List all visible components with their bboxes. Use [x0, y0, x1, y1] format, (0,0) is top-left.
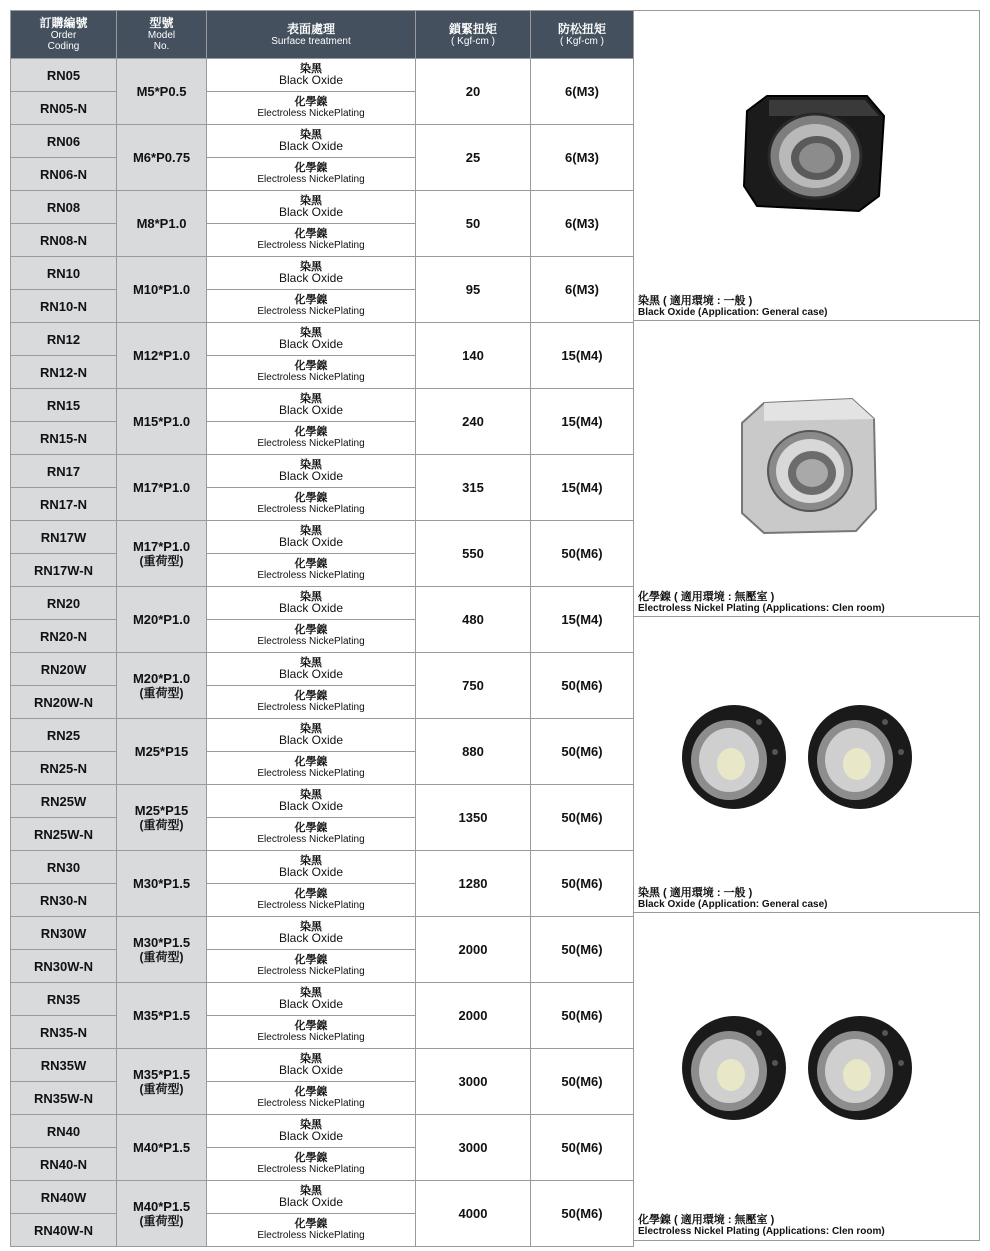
heavy-duty-label: (重荷型) [139, 1213, 184, 1228]
model-number [117, 323, 207, 389]
surface-zh: 化學鎳 [294, 1218, 328, 1230]
model-number [117, 1181, 207, 1247]
surface-zh: 染黑 [300, 1185, 322, 1197]
surface-zh: 染黑 [300, 855, 322, 867]
table-row [11, 653, 634, 686]
surface-en: Electroless NickePlating [257, 1098, 365, 1109]
black-round-nut-pair-image [679, 702, 919, 812]
surface-electroless-nickel [207, 1016, 416, 1049]
surface-electroless-nickel [207, 620, 416, 653]
surface-black-oxide [207, 587, 416, 620]
order-code: RN40W [11, 1181, 117, 1214]
order-code: RN17W-N [11, 554, 117, 587]
surface-en: Black Oxide [278, 1129, 344, 1143]
table-row [11, 191, 634, 224]
surface-en: Black Oxide [278, 337, 344, 351]
model-size: M40*P1.5 [132, 1198, 191, 1214]
gallery-panel-nickel-round [633, 912, 980, 1241]
order-code: RN08 [11, 191, 117, 224]
order-code: RN15 [11, 389, 117, 422]
surface-zh: 染黑 [300, 591, 322, 603]
surface-electroless-nickel [207, 686, 416, 719]
surface-zh: 化學鎳 [294, 492, 328, 504]
order-code: RN10-N [11, 290, 117, 323]
surface-electroless-nickel [207, 158, 416, 191]
order-code: RN15-N [11, 422, 117, 455]
model-number [117, 587, 207, 653]
surface-zh: 化學鎳 [294, 756, 328, 768]
order-code: RN06-N [11, 158, 117, 191]
surface-black-oxide [207, 1181, 416, 1214]
surface-black-oxide [207, 1049, 416, 1082]
order-code: RN12 [11, 323, 117, 356]
anti-loose-torque-value: 15(M4) [531, 587, 634, 653]
surface-en: Electroless NickePlating [257, 702, 365, 713]
surface-electroless-nickel [207, 950, 416, 983]
model-number [117, 1115, 207, 1181]
order-code: RN30W [11, 917, 117, 950]
surface-en: Electroless NickePlating [257, 834, 365, 845]
order-code: RN20 [11, 587, 117, 620]
order-code: RN20W [11, 653, 117, 686]
order-code: RN20-N [11, 620, 117, 653]
surface-zh: 染黑 [300, 987, 322, 999]
heavy-duty-label: (重荷型) [139, 553, 184, 568]
table-row [11, 719, 634, 752]
surface-en: Black Oxide [278, 469, 344, 483]
order-code: RN30W-N [11, 950, 117, 983]
surface-black-oxide [207, 851, 416, 884]
surface-black-oxide [207, 191, 416, 224]
model-size: M40*P1.5 [132, 1140, 191, 1155]
model-size: M8*P1.0 [136, 216, 187, 231]
table-row [11, 59, 634, 92]
locking-torque-value: 25 [416, 125, 531, 191]
model-size: M25*P15 [134, 744, 189, 759]
locking-torque-value: 480 [416, 587, 531, 653]
surface-en: Electroless NickePlating [257, 240, 365, 251]
model-size: M20*P1.0 [132, 670, 191, 686]
surface-black-oxide [207, 1115, 416, 1148]
anti-loose-torque-value: 6(M3) [531, 257, 634, 323]
table-row [11, 851, 634, 884]
surface-en: Black Oxide [278, 667, 344, 681]
gallery-caption-nickel-1: 化學鎳 ( 適用環境 : 無壓室 ) Electroless Nickel Plating (Applications: Clen room) [638, 591, 885, 614]
surface-electroless-nickel [207, 224, 416, 257]
model-size: M30*P1.5 [132, 876, 191, 891]
anti-loose-torque-value: 15(M4) [531, 323, 634, 389]
heavy-duty-label: (重荷型) [139, 949, 184, 964]
surface-en: Black Oxide [278, 931, 344, 945]
surface-zh: 染黑 [300, 921, 322, 933]
surface-electroless-nickel [207, 752, 416, 785]
order-code: RN08-N [11, 224, 117, 257]
surface-en: Black Oxide [278, 733, 344, 747]
surface-black-oxide [207, 59, 416, 92]
surface-en: Electroless NickePlating [257, 1164, 365, 1175]
surface-black-oxide [207, 917, 416, 950]
anti-loose-torque-value: 50(M6) [531, 983, 634, 1049]
surface-en: Electroless NickePlating [257, 1032, 365, 1043]
surface-black-oxide [207, 455, 416, 488]
table-row [11, 257, 634, 290]
surface-zh: 染黑 [300, 327, 322, 339]
nickel-square-nut-image [734, 391, 884, 541]
anti-loose-torque-value: 50(M6) [531, 785, 634, 851]
order-code: RN25 [11, 719, 117, 752]
surface-zh: 染黑 [300, 261, 322, 273]
surface-en: Black Oxide [278, 1063, 344, 1077]
model-number [117, 785, 207, 851]
surface-electroless-nickel [207, 1148, 416, 1181]
order-code: RN30-N [11, 884, 117, 917]
anti-loose-torque-value: 6(M3) [531, 59, 634, 125]
anti-loose-torque-value: 50(M6) [531, 917, 634, 983]
model-number [117, 257, 207, 323]
gallery-caption-black-1: 染黑 ( 適用環境 : 一般 ) Black Oxide (Application: General case) [638, 295, 828, 318]
surface-en: Electroless NickePlating [257, 306, 365, 317]
table-row [11, 521, 634, 554]
model-number [117, 1049, 207, 1115]
table-row [11, 983, 634, 1016]
table-row [11, 455, 634, 488]
surface-electroless-nickel [207, 92, 416, 125]
surface-zh: 化學鎳 [294, 294, 328, 306]
surface-electroless-nickel [207, 1214, 416, 1247]
model-number [117, 389, 207, 455]
locking-torque-value: 1280 [416, 851, 531, 917]
model-number [117, 851, 207, 917]
order-code: RN17W [11, 521, 117, 554]
anti-loose-torque-value: 15(M4) [531, 389, 634, 455]
order-code: RN06 [11, 125, 117, 158]
locking-torque-value: 2000 [416, 917, 531, 983]
surface-en: Black Oxide [278, 205, 344, 219]
surface-black-oxide [207, 125, 416, 158]
surface-zh: 染黑 [300, 789, 322, 801]
heavy-duty-label: (重荷型) [139, 817, 184, 832]
surface-zh: 化學鎳 [294, 228, 328, 240]
model-size: M35*P1.5 [132, 1066, 191, 1082]
model-size: M5*P0.5 [136, 84, 187, 99]
locking-torque-value: 20 [416, 59, 531, 125]
anti-loose-torque-value: 50(M6) [531, 521, 634, 587]
surface-zh: 化學鎳 [294, 558, 328, 570]
black-round-nut-pair-image [679, 1013, 919, 1123]
surface-electroless-nickel [207, 356, 416, 389]
anti-loose-torque-value: 50(M6) [531, 1181, 634, 1247]
surface-black-oxide [207, 257, 416, 290]
surface-zh: 化學鎳 [294, 624, 328, 636]
surface-zh: 化學鎳 [294, 1020, 328, 1032]
anti-loose-torque-value: 15(M4) [531, 455, 634, 521]
model-number [117, 59, 207, 125]
locking-torque-value: 140 [416, 323, 531, 389]
model-size: M6*P0.75 [132, 150, 191, 165]
surface-en: Electroless NickePlating [257, 108, 365, 119]
table-row [11, 323, 634, 356]
model-size: M17*P1.0 [132, 480, 191, 495]
header-row [11, 11, 634, 59]
order-code: RN40 [11, 1115, 117, 1148]
locking-torque-value: 1350 [416, 785, 531, 851]
order-code: RN35W [11, 1049, 117, 1082]
anti-loose-torque-value: 6(M3) [531, 125, 634, 191]
surface-electroless-nickel [207, 554, 416, 587]
header-locking-torque: 鎖緊扭矩 ( Kgf-cm ) [416, 11, 531, 59]
surface-zh: 化學鎳 [294, 96, 328, 108]
surface-en: Electroless NickePlating [257, 504, 365, 515]
surface-black-oxide [207, 983, 416, 1016]
gallery-caption-black-2: 染黑 ( 適用環境 : 一般 ) Black Oxide (Application: General case) [638, 887, 828, 910]
anti-loose-torque-value: 50(M6) [531, 1049, 634, 1115]
order-code: RN25-N [11, 752, 117, 785]
locking-torque-value: 3000 [416, 1115, 531, 1181]
model-number [117, 983, 207, 1049]
locking-torque-value: 750 [416, 653, 531, 719]
surface-electroless-nickel [207, 1082, 416, 1115]
model-size: M30*P1.5 [132, 934, 191, 950]
surface-black-oxide [207, 521, 416, 554]
surface-zh: 染黑 [300, 525, 322, 537]
surface-zh: 化學鎳 [294, 690, 328, 702]
surface-en: Black Oxide [278, 139, 344, 153]
locking-torque-value: 550 [416, 521, 531, 587]
surface-zh: 染黑 [300, 1119, 322, 1131]
surface-en: Black Oxide [278, 535, 344, 549]
surface-black-oxide [207, 719, 416, 752]
surface-electroless-nickel [207, 884, 416, 917]
model-number [117, 917, 207, 983]
surface-en: Electroless NickePlating [257, 438, 365, 449]
order-code: RN25W [11, 785, 117, 818]
locking-torque-value: 240 [416, 389, 531, 455]
order-code: RN40-N [11, 1148, 117, 1181]
surface-en: Black Oxide [278, 1195, 344, 1209]
surface-en: Black Oxide [278, 799, 344, 813]
anti-loose-torque-value: 50(M6) [531, 851, 634, 917]
surface-zh: 染黑 [300, 657, 322, 669]
heavy-duty-label: (重荷型) [139, 685, 184, 700]
locking-torque-value: 315 [416, 455, 531, 521]
surface-en: Electroless NickePlating [257, 570, 365, 581]
table-row [11, 1181, 634, 1214]
anti-loose-torque-value: 50(M6) [531, 653, 634, 719]
table-row [11, 1115, 634, 1148]
model-number [117, 191, 207, 257]
surface-zh: 染黑 [300, 129, 322, 141]
surface-zh: 染黑 [300, 393, 322, 405]
table-row [11, 917, 634, 950]
surface-zh: 化學鎳 [294, 1152, 328, 1164]
gallery-panel-nickel-square [633, 320, 980, 618]
gallery-caption-nickel-2: 化學鎳 ( 適用環境 : 無壓室 ) Electroless Nickel Plating (Applications: Clen room) [638, 1214, 885, 1237]
surface-electroless-nickel [207, 818, 416, 851]
surface-zh: 化學鎳 [294, 426, 328, 438]
surface-electroless-nickel [207, 422, 416, 455]
order-code: RN25W-N [11, 818, 117, 851]
surface-zh: 化學鎳 [294, 822, 328, 834]
surface-zh: 染黑 [300, 459, 322, 471]
surface-electroless-nickel [207, 290, 416, 323]
surface-zh: 染黑 [300, 195, 322, 207]
surface-en: Black Oxide [278, 865, 344, 879]
surface-zh: 染黑 [300, 1053, 322, 1065]
order-code: RN20W-N [11, 686, 117, 719]
spec-table [10, 10, 634, 1247]
anti-loose-torque-value: 50(M6) [531, 1115, 634, 1181]
product-gallery [633, 10, 980, 1240]
surface-zh: 化學鎳 [294, 162, 328, 174]
surface-en: Electroless NickePlating [257, 174, 365, 185]
model-size: M10*P1.0 [132, 282, 191, 297]
surface-black-oxide [207, 785, 416, 818]
order-code: RN10 [11, 257, 117, 290]
surface-en: Black Oxide [278, 271, 344, 285]
surface-en: Electroless NickePlating [257, 900, 365, 911]
surface-black-oxide [207, 323, 416, 356]
locking-torque-value: 2000 [416, 983, 531, 1049]
surface-black-oxide [207, 389, 416, 422]
heavy-duty-label: (重荷型) [139, 1081, 184, 1096]
model-size: M35*P1.5 [132, 1008, 191, 1023]
table-row [11, 785, 634, 818]
order-code: RN30 [11, 851, 117, 884]
surface-zh: 化學鎳 [294, 360, 328, 372]
locking-torque-value: 880 [416, 719, 531, 785]
order-code: RN35W-N [11, 1082, 117, 1115]
surface-electroless-nickel [207, 488, 416, 521]
surface-en: Black Oxide [278, 73, 344, 87]
table-row [11, 125, 634, 158]
order-code: RN35-N [11, 1016, 117, 1049]
surface-en: Electroless NickePlating [257, 966, 365, 977]
table-row [11, 389, 634, 422]
locking-torque-value: 3000 [416, 1049, 531, 1115]
order-code: RN05-N [11, 92, 117, 125]
header-anti-loose-torque: 防松扭矩 ( Kgf-cm ) [531, 11, 634, 59]
model-size: M15*P1.0 [132, 414, 191, 429]
anti-loose-torque-value: 50(M6) [531, 719, 634, 785]
surface-zh: 染黑 [300, 723, 322, 735]
anti-loose-torque-value: 6(M3) [531, 191, 634, 257]
order-code: RN35 [11, 983, 117, 1016]
order-code: RN17-N [11, 488, 117, 521]
gallery-panel-black-round [633, 616, 980, 914]
surface-en: Black Oxide [278, 403, 344, 417]
header-surface-treatment: 表面處理 Surface treatment [207, 11, 416, 59]
model-number [117, 521, 207, 587]
surface-en: Electroless NickePlating [257, 1230, 365, 1241]
surface-zh: 化學鎳 [294, 954, 328, 966]
model-number [117, 125, 207, 191]
locking-torque-value: 4000 [416, 1181, 531, 1247]
model-number [117, 455, 207, 521]
gallery-panel-black-square [633, 10, 980, 322]
model-size: M20*P1.0 [132, 612, 191, 627]
order-code: RN17 [11, 455, 117, 488]
surface-en: Electroless NickePlating [257, 372, 365, 383]
surface-black-oxide [207, 653, 416, 686]
locking-torque-value: 95 [416, 257, 531, 323]
header-model-no: 型號 Model No. [117, 11, 207, 59]
order-code: RN05 [11, 59, 117, 92]
model-number [117, 653, 207, 719]
table-row [11, 1049, 634, 1082]
surface-en: Black Oxide [278, 601, 344, 615]
surface-en: Electroless NickePlating [257, 768, 365, 779]
table-row [11, 587, 634, 620]
locking-torque-value: 50 [416, 191, 531, 257]
surface-en: Electroless NickePlating [257, 636, 365, 647]
black-square-nut-image [739, 86, 889, 216]
header-order-coding: 訂購編號 Order Coding [11, 11, 117, 59]
model-number [117, 719, 207, 785]
order-code: RN12-N [11, 356, 117, 389]
model-size: M17*P1.0 [132, 538, 191, 554]
surface-zh: 化學鎳 [294, 1086, 328, 1098]
surface-zh: 化學鎳 [294, 888, 328, 900]
order-code: RN40W-N [11, 1214, 117, 1247]
surface-zh: 染黑 [300, 63, 322, 75]
surface-en: Black Oxide [278, 997, 344, 1011]
model-size: M12*P1.0 [132, 348, 191, 363]
model-size: M25*P15 [134, 802, 189, 818]
